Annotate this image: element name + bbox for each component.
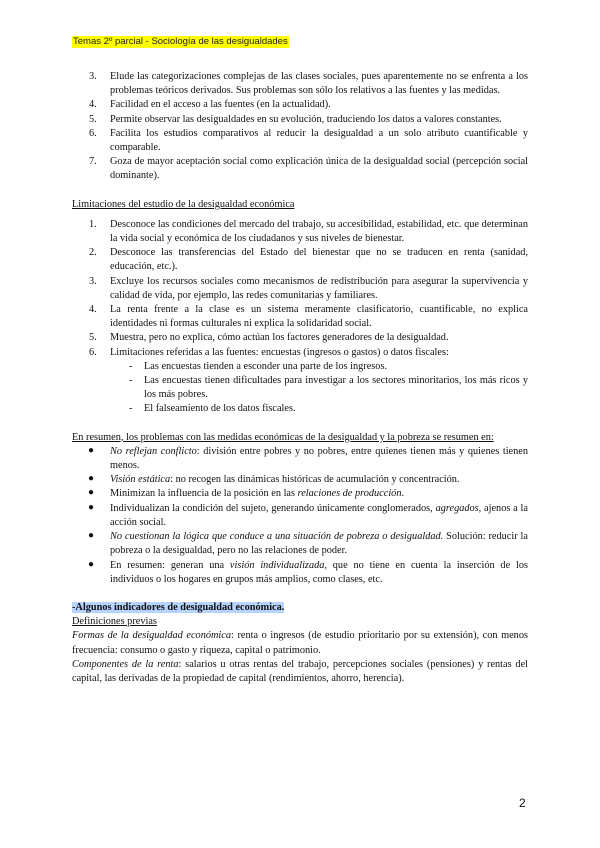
- bullet-item: ● No reflejan conflicto: división entre pobres y no pobres, entre quienes tienen más y quienes tienen menos.: [88, 444, 528, 472]
- list-item: 4. Facilidad en el acceso a las fuentes (en la actualidad).: [89, 99, 331, 111]
- sublist-item: - El falseamiento de los datos fiscales.: [129, 403, 296, 415]
- list-item: 3. Excluye los recursos sociales como mecanismos de redistribución para asegurar la supervivencia y calidad de vida, por ejemplo, las redes comunitarias y familiares.: [89, 275, 528, 301]
- bullet-item: ● Visión estática: no recogen las dinámicas históricas de acumulación y concentración.: [88, 473, 460, 486]
- list-item: 6. Facilita los estudios comparativos al reducir la desigualdad a un solo atributo cuantificable y comparable.: [89, 127, 528, 154]
- paragraph-components: Componentes de la renta: salarios u otras rentas del trabajo, percepciones sociales (pensiones) y rentas del capital, las derivadas de la propiedad de capital (rendimientos, ahorro, herencia).: [72, 658, 528, 684]
- list-item: 7. Goza de mayor aceptación social como explicación única de la desigualdad social (percepción social dominante).: [89, 156, 528, 182]
- sublist-item: - Las encuestas tienen dificultades para investigar a los sectores minoritarios, los más ricos y los más pobres.: [129, 375, 528, 401]
- list-item: 5. Permite observar las desigualdades en su evolución, traduciendo los datos a valores constantes.: [89, 113, 502, 125]
- bullet-item: ● No cuestionan la lógica que conduce a una situación de pobreza o desigualdad. Solución: reducir la pobreza o la desigualdad, pero no las relaciones de poder.: [88, 530, 528, 557]
- subheading-definitions: Definiciones previas: [72, 616, 157, 628]
- sublist-item: - Las encuestas tienden a esconder una parte de los ingresos.: [129, 360, 388, 372]
- list-item: 3. Elude las categorizaciones complejas de las clases sociales, pues aparentemente no se enfrenta a los problemas teóricos derivados. Sus problemas son sólo los relativos a las fuentes y las medidas.: [89, 71, 528, 97]
- section-heading-indicators: -Algunos indicadores de desigualdad económica.: [72, 601, 285, 613]
- list-item: 4. La renta frente a la clase es un sistema meramente clasificatorio, cuantificable, no explica identidades ni formas culturales ni explica la solidaridad social.: [89, 304, 528, 330]
- section-title-summary: En resumen, los problemas con las medidas económicas de la desigualdad y la pobreza se resumen en:: [72, 431, 494, 443]
- sources-sublist: [72, 360, 528, 417]
- paragraph-forms: Formas de la desigualdad económica: renta o ingresos (de estudio prioritario por su extensión), con menos frecuencia: consumo o gasto y riqueza, capital o patrimonio.: [72, 630, 528, 656]
- page-header: Temas 2º parcial - Sociología de las desigualdades: [73, 36, 288, 47]
- advantages-list: [72, 70, 528, 184]
- page-content: [72, 70, 528, 686]
- list-item: 1. Desconoce las condiciones del mercado del trabajo, su accesibilidad, estabilidad, etc. que determinan la vida social y económica de los ciudadanos y sus niveles de bienestar.: [89, 218, 528, 245]
- bullet-item: ● Individualizan la condición del sujeto, generando únicamente conglomerados, agregados, ajenos a la acción social.: [88, 501, 528, 528]
- list-item: 2. Desconoce las transferencias del Estado del bienestar que no se traducen en renta (sanidad, educación, etc.).: [89, 247, 528, 273]
- summary-bullets: [72, 445, 528, 587]
- bullet-item: ● En resumen: generan una visión individualizada, que no tiene en cuenta la inserción de los individuos o los hogares en grupos más amplios, como clases, etc.: [88, 558, 528, 585]
- section-title-limitations: Limitaciones del estudio de la desigualdad económica: [72, 198, 295, 210]
- limitations-list: [72, 218, 528, 360]
- bullet-item: ● Minimizan la influencia de la posición en las relaciones de producción.: [88, 487, 405, 500]
- page-number: 2: [519, 796, 526, 810]
- list-item: 6. Limitaciones referidas a las fuentes: encuestas (ingresos o gastos) o datos fiscales:: [89, 346, 449, 358]
- list-item: 5. Muestra, pero no explica, cómo actúan los factores generadores de la desigualdad.: [89, 332, 449, 344]
